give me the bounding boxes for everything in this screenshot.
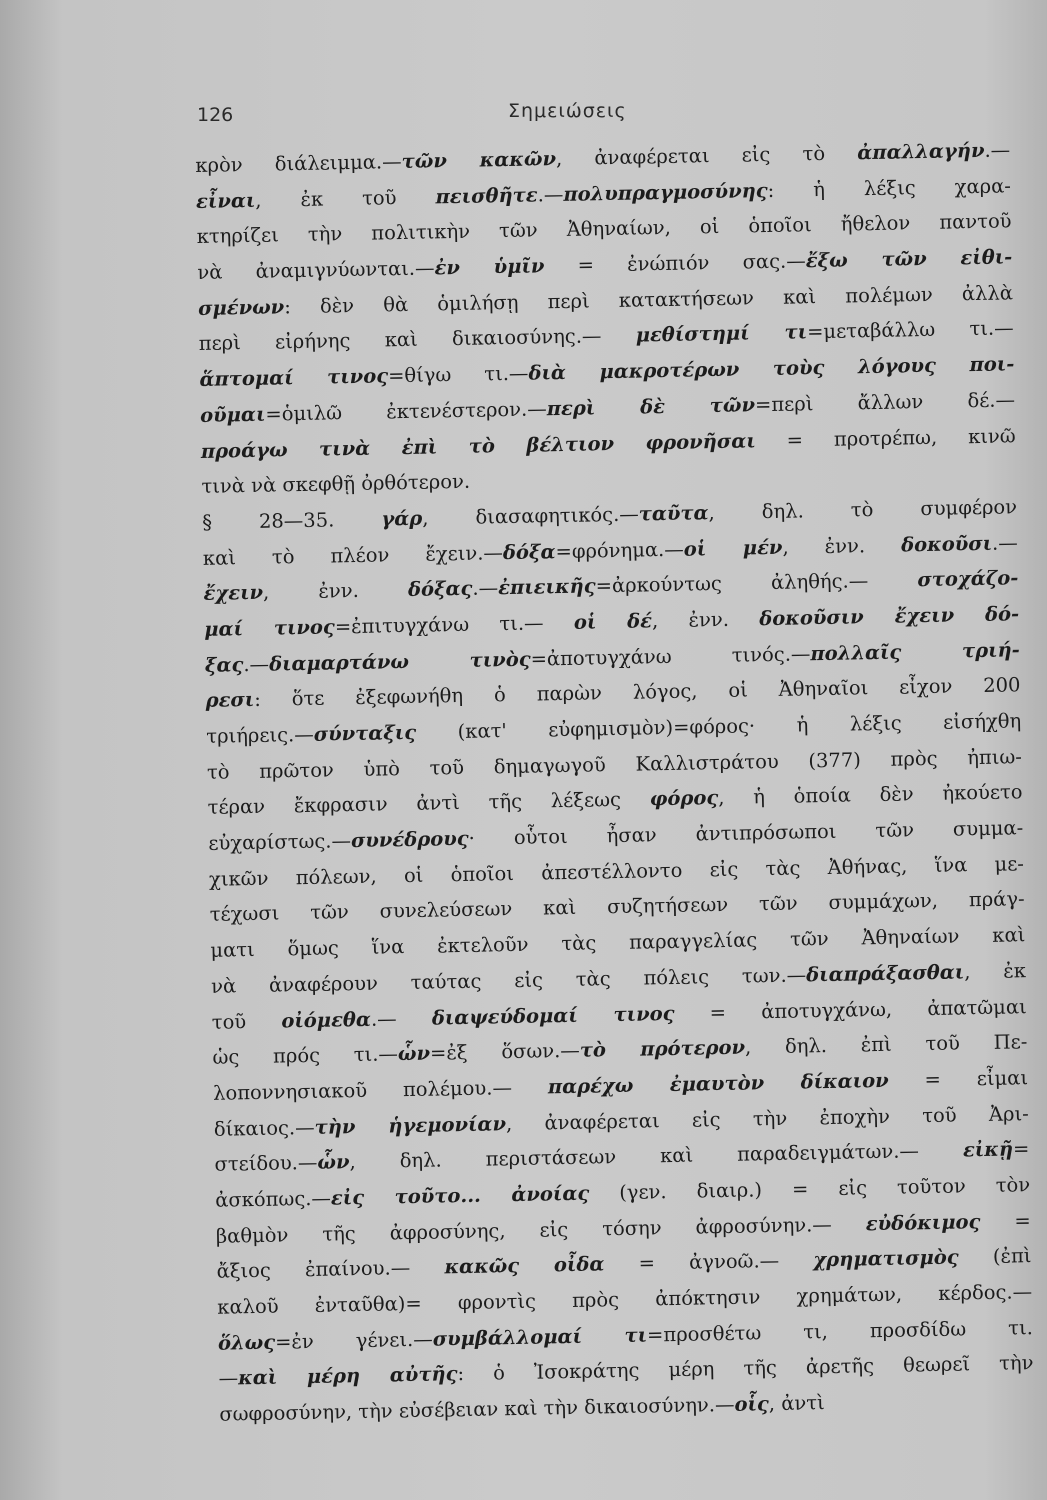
lemma-term: διαψεύδομαί τινος: [431, 1001, 675, 1030]
lemma-term: ἔξω τῶν εἰθι-: [805, 245, 1013, 273]
gloss-text: , ἡ ὁποία δὲν ἠκούετο: [717, 780, 1023, 810]
gloss-text: (κατ' εὐφημισμὸν)=φόρος· ἡ λέξις εἰσήχθη: [415, 709, 1022, 744]
lemma-term: εἰκῇ: [962, 1137, 1014, 1162]
lemma-term: μαί τινος: [204, 615, 336, 641]
gloss-text: =φρόνημα.—: [555, 537, 684, 563]
gloss-text: =: [1012, 1137, 1030, 1161]
gloss-text: .—: [370, 1006, 433, 1031]
lemma-term: διαπράξασθαι: [805, 960, 965, 987]
lemma-term: ἐπιεικῆς: [497, 574, 596, 600]
lemma-term: ρεσι: [205, 688, 255, 713]
lemma-term: δοκοῦσι: [900, 531, 993, 557]
gloss-text: , δηλ. περιστάσεων καὶ παραδειγμάτων.—: [349, 1138, 964, 1174]
lemma-term: ὅλως: [217, 1330, 276, 1355]
gloss-text: =μεταβάλλω τι.—: [806, 316, 1014, 344]
lemma-term: γάρ: [381, 506, 423, 531]
gloss-text: καλοῦ ἐνταῦθα)= φροντὶς πρὸς ἀπόκτησιν χρημάτων, κέρδος.—: [217, 1280, 1033, 1319]
gloss-text: σωφροσύνην, τὴν εὐσέβειαν καὶ τὴν δικαιοσύνην.—: [219, 1392, 735, 1426]
lemma-term: οἱ μέν: [683, 535, 783, 561]
gloss-text: = εἶμαι: [888, 1066, 1029, 1092]
lemma-term: ὧν: [397, 1041, 431, 1066]
lemma-term: ταῦτα: [638, 501, 709, 526]
gloss-text: —: [218, 1366, 239, 1391]
gloss-text: περὶ εἰρήνης καὶ δικαιοσύνης.—: [198, 324, 636, 356]
notes-text-block: [195, 132, 1035, 1432]
lemma-term: εὐδόκιμος: [865, 1209, 981, 1235]
lemma-term: ἔχειν: [203, 581, 264, 606]
gloss-text: = προτρέπω, κινῶ: [755, 423, 1016, 452]
lemma-term: φόρος: [649, 786, 719, 811]
gloss-text: =θίγω τι.—: [387, 361, 529, 388]
gloss-text: τὸ πρῶτον ὑπὸ τοῦ δημαγωγοῦ Καλλιστράτου (377) πρὸς ἠπιω-: [206, 744, 1023, 784]
gloss-text: βαθμὸν τῆς ἀφροσύνης, εἰς τόσην ἀφροσύνην.—: [215, 1211, 867, 1248]
gloss-text: .—: [243, 652, 270, 676]
gloss-text: .—: [991, 530, 1018, 555]
gloss-text: =ἐν γένει.—: [274, 1327, 433, 1354]
gloss-text: =ἀποτυγχάνω τινός.—: [530, 641, 811, 671]
lemma-term: ὧν: [317, 1150, 350, 1175]
gloss-text: (ἐπὶ: [958, 1244, 1032, 1269]
gloss-text: .—: [984, 138, 1011, 162]
lemma-term: παρέχω ἐμαυτὸν δίκαιον: [547, 1068, 889, 1099]
gloss-text: χικῶν πόλεων, οἱ ὁποῖοι ἀπεστέλλοντο εἰς τὰς Ἀθήνας, ἵνα με-: [208, 851, 1025, 891]
gloss-text: νὰ ἀναφέρουν ταύτας εἰς τὰς πόλεις των.—: [210, 963, 807, 998]
gloss-text: =προσθέτω τι, προσδίδω τι.: [646, 1315, 1034, 1347]
lemma-term: δόξα: [502, 539, 556, 564]
gloss-text: = ἀποτυγχάνω, ἀπατῶμαι: [674, 994, 1027, 1025]
lemma-term: χρηματισμὸς: [813, 1245, 959, 1272]
lemma-term: πεισθῆτε: [435, 183, 538, 209]
gloss-text: κρὸν διάλειμμα.—: [195, 150, 402, 177]
lemma-term: ἀπαλλαγήν: [857, 138, 985, 165]
gloss-text: , ἐκ τοῦ: [255, 185, 436, 212]
gloss-text: § 28—35.: [201, 507, 382, 534]
gloss-text: εὐχαρίστως.—: [208, 829, 352, 855]
gloss-text: =ἐπιτυγχάνω τι.—: [334, 610, 575, 639]
gloss-text: , ἀναφέρεται εἰς τὸ: [555, 141, 858, 171]
gloss-text: : ὁ Ἰσοκράτης μέρη τῆς ἀρετῆς θεωρεῖ τὴν: [457, 1351, 1034, 1386]
lemma-term: πολυπραγμοσύνης: [563, 178, 768, 206]
lemma-term: στοχάζο-: [917, 566, 1019, 592]
gloss-text: , δηλ. τὸ συμφέρον: [708, 495, 1018, 525]
gloss-text: λοποννησιακοῦ πολέμου.—: [212, 1075, 549, 1105]
gloss-text: , διασαφητικός.—: [421, 502, 639, 530]
gloss-text: (γεν. διαιρ.) = εἰς τοῦτον τὸν: [588, 1173, 1031, 1205]
page-number: 126: [197, 104, 234, 126]
gloss-text: =ἀρκούντως ἀληθής.—: [595, 568, 918, 598]
lemma-term: διὰ μακροτέρων τοὺς λόγους ποι-: [528, 352, 1015, 385]
gloss-text: =: [980, 1208, 1031, 1233]
lemma-term: ἐν ὑμῖν: [434, 254, 545, 280]
lemma-term: εἶναι: [195, 188, 256, 213]
gloss-text: .—: [537, 182, 564, 207]
lemma-term: ἅπτομαί τινος: [199, 364, 389, 392]
gloss-text: = ἐνώπιόν σας.—: [544, 249, 806, 278]
gloss-text: · οὗτοι ἦσαν ἀντιπρόσωποι τῶν συμμα-: [468, 816, 1024, 850]
lemma-term: πολλαῖς τριή-: [810, 637, 1020, 665]
lemma-term: συμβάλλομαί τι: [432, 1323, 648, 1351]
gloss-text: , ἐνν.: [651, 607, 760, 633]
lemma-term: δόξας: [407, 577, 473, 602]
gloss-text: : ὅτε ἐξεφωνήθη ὁ παρὼν λόγος, οἱ Ἀθηναῖοι εἶχον 200: [254, 673, 1021, 712]
lemma-term: οῦμαι: [199, 402, 266, 427]
gloss-text: , ἐνν.: [782, 533, 902, 559]
gloss-text: δίκαιος.—: [213, 1115, 315, 1141]
gloss-text: νὰ ἀναμιγνύωνται.—: [197, 256, 435, 285]
lemma-term: καὶ μέρη αὐτῆς: [237, 1362, 458, 1390]
gloss-text: =περὶ ἄλλων δέ.—: [754, 388, 1016, 417]
gloss-text: ὡς πρός τι.—: [212, 1042, 399, 1070]
lemma-term: τὴν ἡγεμονίαν: [314, 1111, 507, 1139]
lemma-term: διαμαρτάνω τινὸς: [268, 647, 531, 676]
gloss-text: στείδου.—: [214, 1151, 318, 1177]
gloss-text: : δὲν θὰ ὁμιλήσῃ περὶ κατακτήσεων καὶ πολέμων ἀλλὰ: [283, 281, 1014, 319]
gloss-text: τινὰ νὰ σκεφθῇ ὀρθότερον.: [201, 469, 471, 499]
lemma-term: σμένων: [197, 295, 285, 320]
gloss-text: τοῦ: [211, 1009, 282, 1034]
gloss-text: καὶ τὸ πλέον ἔχειν.—: [202, 540, 504, 570]
gloss-text: =ὁμιλῶ ἐκτενέστερον.—: [265, 397, 547, 426]
lemma-term: τὸ πρότερον: [579, 1035, 746, 1062]
lemma-term: σύνταξις: [313, 720, 417, 746]
gloss-text: ματι ὅμως ἵνα ἐκτελοῦν τὰς παραγγελίας τῶν Ἀθηναίων καὶ: [210, 923, 1026, 962]
lemma-term: κακῶς οἶδα: [444, 1252, 605, 1279]
lemma-term: ξας: [204, 652, 244, 677]
gloss-text: τέχωσι τῶν συνελεύσεων καὶ συζητήσεων τῶν συμμάχων, πράγ-: [209, 887, 1025, 927]
gloss-text: , ἐνν.: [262, 578, 409, 605]
gloss-text: , δηλ. ἐπὶ τοῦ Πε-: [744, 1030, 1028, 1059]
gloss-text: κτηρίζει τὴν πολιτικὴν τῶν Ἀθηναίων, οἱ ὁποῖοι ἤθελον παντοῦ: [196, 209, 1012, 249]
lemma-term: οἰόμεθα: [281, 1007, 372, 1033]
lemma-term: δοκοῦσιν ἔχειν δό-: [758, 602, 1020, 631]
gloss-text: ἄξιος ἐπαίνου.—: [216, 1255, 445, 1284]
gloss-text: = ἀγνοῶ.—: [604, 1248, 814, 1276]
gloss-text: τριήρεις.—: [206, 722, 314, 748]
lemma-term: περὶ δὲ τῶν: [546, 393, 756, 421]
lemma-term: μεθίστημί τι: [635, 320, 808, 348]
lemma-term: προάγω τινὰ ἐπὶ τὸ βέλτιον φρονῆσαι: [200, 428, 756, 463]
lemma-term: εἰς τοῦτο... ἀνοίας: [330, 1181, 590, 1210]
lemma-term: οἷς: [734, 1392, 770, 1416]
gloss-text: , ἐκ: [963, 959, 1027, 984]
gloss-text: ἀσκόπως.—: [214, 1186, 332, 1212]
gloss-text: .—: [472, 576, 499, 601]
gloss-text: τέραν ἔκφρασιν ἀντὶ τῆς λέξεως: [207, 787, 650, 820]
gloss-text: , ἀναφέρεται εἰς τὴν ἐποχὴν τοῦ Ἀρι-: [505, 1101, 1029, 1135]
gloss-text: , ἀντὶ: [768, 1391, 825, 1416]
gloss-text: =ἐξ ὅσων.—: [429, 1038, 581, 1065]
running-title: Σημειώσεις: [508, 100, 627, 122]
gloss-text: : ἡ λέξις χαρα-: [767, 174, 1012, 202]
lemma-term: συνέδρους: [350, 826, 469, 853]
lemma-term: οἱ δέ: [573, 609, 653, 634]
lemma-term: τῶν κακῶν: [401, 147, 557, 174]
